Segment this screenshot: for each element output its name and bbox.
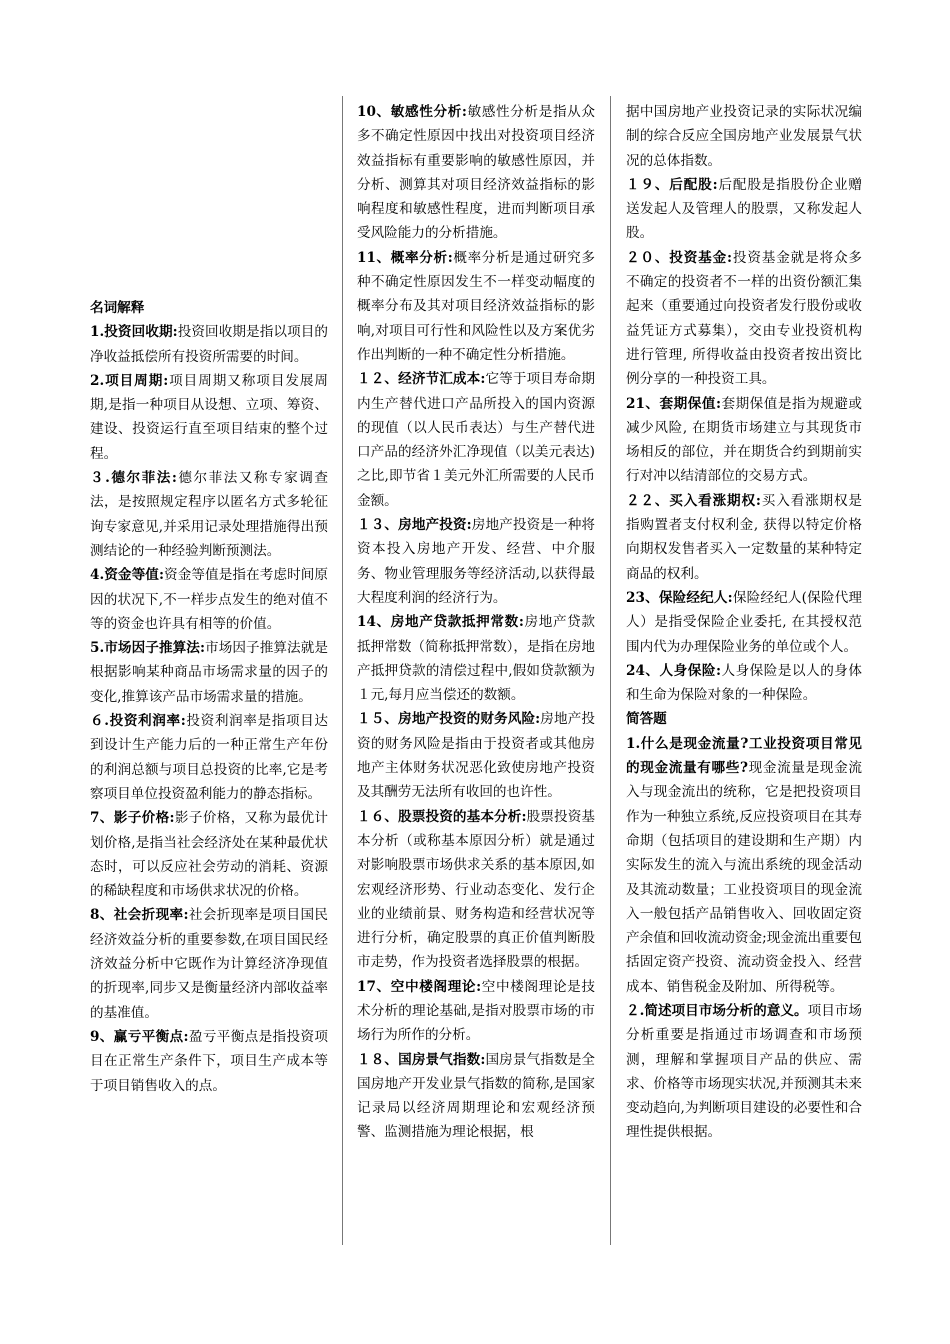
entry-text: 国房景气指数是全国房地产开发业景气指数的简称,是国家记录局以经济周期理论和宏观经济预警、监测措施为理论根据，根 bbox=[357, 1051, 595, 1141]
entry-paragraph bbox=[626, 173, 862, 246]
column-divider-right bbox=[610, 96, 611, 1245]
entry-term: 11、概率分析: bbox=[357, 249, 453, 266]
entry-term: 10、敏感性分析: bbox=[357, 104, 467, 120]
entry-text: 影子价格，又称为最优计划价格,是指当社会经济处在某种最优状态时，可以反应社会劳动的消耗、资源的稀缺程度和市场供求状况的价格。 bbox=[90, 810, 329, 900]
entry-term: ６.投资利润率: bbox=[90, 713, 186, 730]
entry-text: 投资基金就是将众多不确定的投资者不一样的出资份额汇集起来（重要通过向投资者发行股份或收益凭证方式募集），交由专业投资机构进行管理, 所得收益由投资者按出资比例分享的一种投资工具。 bbox=[626, 249, 862, 388]
entry-text: 房地产投资是一种将资本投入房地产开发、经营、中介服务、物业管理服务等经济活动,以获得最大程度利润的经济行为。 bbox=[357, 517, 595, 606]
entry-paragraph bbox=[357, 246, 595, 367]
entry-text: 套期保值是指为规避或减少风险, 在期货市场建立与其现货市场相反的部位，并在期货合约到期前实行对冲以结清部位的交易方式。 bbox=[626, 395, 863, 485]
entry-text: 投资利润率是指项目达到设计生产能力后的一种正常生产年份的利润总额与项目总投资的比率,它是考察项目单位投资盈利能力的静态指标。 bbox=[90, 713, 328, 802]
entry-text: 项目市场分析重要是指通过市场调查和市场预测，理解和掌握项目产品的供应、需求、价格等市场现实状况,并预测其未来变动趋向,为判断项目建设的必要性和合理性提供根据。 bbox=[626, 1002, 862, 1141]
entry-paragraph bbox=[357, 975, 595, 1048]
entry-term: 24、人身保险: bbox=[626, 662, 721, 679]
entry-text: 投资回收期是指以项目的净收益抵偿所有投资所需要的时间。 bbox=[90, 324, 329, 365]
entry-term: 2.项目周期: bbox=[90, 372, 169, 389]
entry-paragraph bbox=[357, 100, 595, 246]
entry-term: １５、房地产投资的财务风险: bbox=[357, 711, 541, 728]
entry-term: 简答题 bbox=[626, 711, 667, 728]
entry-paragraph bbox=[90, 1025, 328, 1098]
entry-term: 9、赢亏平衡点: bbox=[90, 1028, 189, 1045]
entry-paragraph bbox=[626, 999, 862, 1145]
column-middle bbox=[357, 100, 595, 1145]
entry-term: 4.资金等值: bbox=[90, 567, 164, 584]
entry-term: 名词解释 bbox=[90, 300, 145, 316]
entry-text: 保险经纪人(保险代理人）是指受保险企业委托, 在其授权范围内代为办理保险业务的单位或个人。 bbox=[626, 589, 862, 655]
entry-paragraph bbox=[626, 100, 862, 173]
entry-paragraph bbox=[357, 367, 595, 513]
entry-text: 社会折现率是项目国民经济效益分析的重要参数,在项目国民经济效益分析中它既作为计算经济净现值的折现率,同步又是衡量经济内部收益率的基准值。 bbox=[90, 907, 328, 1021]
entry-paragraph bbox=[357, 707, 595, 804]
entry-text: 德尔菲法又称专家调查法，是按照规定程序以匿名方式多轮征询专家意见,并采用记录处理措施得出预测结论的一种经验判断预测法。 bbox=[90, 470, 328, 559]
entry-term: 17、空中楼阁理论: bbox=[357, 978, 482, 995]
entry-term: 1.投资回收期: bbox=[90, 324, 178, 341]
entry-text: 空中楼阁理论是技术分析的理论基础,是指对股票市场的市场行为所作的分析。 bbox=[357, 978, 595, 1044]
entry-term: 8、社会折现率: bbox=[90, 907, 189, 924]
entry-paragraph bbox=[626, 392, 862, 489]
entry-term: １８、国房景气指数: bbox=[357, 1051, 486, 1068]
entry-text: 盈亏平衡点是指投资项目在正常生产条件下，项目生产成本等于项目销售收入的点。 bbox=[90, 1028, 328, 1094]
entry-text: 敏感性分析是指从众多不确定性原因中找出对投资项目经济效益指标有重要影响的敏感性原因，并分析、测算其对项目经济效益指标的影响程度和敏感性程度，进而判断项目承受风险能力的分析措施。 bbox=[357, 104, 596, 242]
entry-term: ２２、买入看涨期权: bbox=[626, 492, 761, 509]
column-left bbox=[90, 296, 328, 1098]
entry-term: ２０、投资基金: bbox=[626, 249, 733, 266]
entry-paragraph bbox=[357, 610, 595, 707]
entry-text: 资金等值是指在考虑时间原因的状况下,不一样步点发生的绝对值不等的资金也许具有相等的价值。 bbox=[90, 567, 328, 632]
entry-term: 7、影子价格: bbox=[90, 810, 175, 827]
entry-term: 21、套期保值: bbox=[626, 395, 721, 412]
entry-paragraph bbox=[357, 805, 595, 975]
entry-paragraph bbox=[90, 903, 328, 1024]
entry-text: 概率分析是通过研究多种不确定性原因发生不一样变动幅度的概率分布及其对项目经济效益指标的影响,对项目可行性和风险性以及方案优劣作出判断的一种不确定性分析措施。 bbox=[357, 249, 596, 363]
entry-paragraph bbox=[90, 320, 328, 369]
entry-text: 股票投资基本分析（或称基本原因分析）就是通过对影响股票市场供求关系的基本原因,如宏观经济形势、行业动态变化、发行企业的业绩前景、财务构造和经营状况等进行分析，确定股票的真正价值判断股市走势，作为投资者选择股票的根据。 bbox=[357, 808, 595, 971]
entry-paragraph bbox=[90, 563, 328, 636]
entry-text: 据中国房地产业投资记录的实际状况编制的综合反应全国房地产业发展景气状况的总体指数。 bbox=[626, 104, 862, 169]
entry-term: １３、房地产投资: bbox=[357, 517, 472, 534]
entry-paragraph bbox=[90, 636, 328, 709]
entry-paragraph bbox=[626, 732, 862, 999]
entry-paragraph bbox=[90, 466, 328, 563]
entry-term: 14、房地产贷款抵押常数: bbox=[357, 614, 524, 631]
column-right bbox=[626, 100, 862, 1145]
entry-text: 它等于项目寿命期内生产替代进口产品所投入的国内资源的现值（以人民币表达）与生产替代进口产品的经济外汇净现值（以美元表达)之比,即节省１美元外汇所需要的人民币金额。 bbox=[357, 371, 595, 509]
entry-paragraph bbox=[90, 369, 328, 466]
entry-term: ３.德尔菲法: bbox=[90, 470, 177, 487]
entry-paragraph bbox=[626, 489, 862, 586]
entry-text: 项目周期又称项目发展周期,是指一种项目从设想、立项、筹资、建设、投资运行直至项目结束的整个过程。 bbox=[90, 372, 328, 462]
entry-text: 后配股是指股份企业赠送发起人及管理人的股票，又称发起人股。 bbox=[626, 176, 862, 242]
entry-paragraph bbox=[357, 513, 595, 610]
entry-text: 市场因子推算法就是根据影响某种商品市场需求量的因子的变化,推算该产品市场需求量的措施。 bbox=[90, 640, 328, 705]
entry-paragraph bbox=[90, 709, 328, 806]
entry-term: ２.简述项目市场分析的意义。 bbox=[626, 1002, 808, 1019]
entry-paragraph bbox=[626, 586, 862, 659]
entry-paragraph bbox=[626, 659, 862, 708]
entry-text: 房地产贷款抵押常数（简称抵押常数），是指在房地产抵押贷款的清偿过程中,假如贷款额为１元,每月应当偿还的数额。 bbox=[357, 614, 596, 704]
entry-term: 23、保险经纪人: bbox=[626, 589, 733, 606]
entry-paragraph bbox=[90, 296, 328, 320]
entry-text: 现金流量是现金流入与现金流出的统称，它是把投资项目作为一种独立系统,反应投资项目在其寿命期（包括项目的建设期和生产期）内实际发生的流入与流出系统的现金活动及其流动数量；工业投资项目的现金流入一般包括产品销售收入、回收固定资产余值和回收流动资金;现金流出重要包括固定资产投资、流动资金投入、经营成本、销售税金及附加、所得税等。 bbox=[626, 760, 862, 995]
entry-paragraph bbox=[90, 806, 328, 903]
entry-text: 房地产投资的财务风险是指由于投资者或其他房地产主体财务状况恶化致使房地产投资及其酬劳无法所有收回的也许性。 bbox=[357, 711, 595, 801]
column-divider-left bbox=[342, 96, 343, 1245]
entry-term: １２、经济节汇成本: bbox=[357, 371, 486, 388]
entry-term: １６、股票投资的基本分析: bbox=[357, 808, 527, 825]
entry-text: 买入看涨期权是指购置者支付权利金, 获得以特定价格向期权发售者买入一定数量的某种特定商品的权利。 bbox=[626, 492, 862, 582]
entry-term: 5.市场因子推算法: bbox=[90, 640, 205, 657]
entry-paragraph bbox=[626, 246, 862, 392]
entry-term: 1.什么是现金流量?工业投资项目常见的现金流量有哪些? bbox=[626, 735, 862, 777]
entry-term: １９、后配股: bbox=[626, 176, 718, 193]
entry-paragraph bbox=[357, 1048, 595, 1145]
entry-paragraph bbox=[626, 707, 862, 731]
entry-text: 人身保险是以人的身体和生命为保险对象的一种保险。 bbox=[626, 662, 863, 704]
